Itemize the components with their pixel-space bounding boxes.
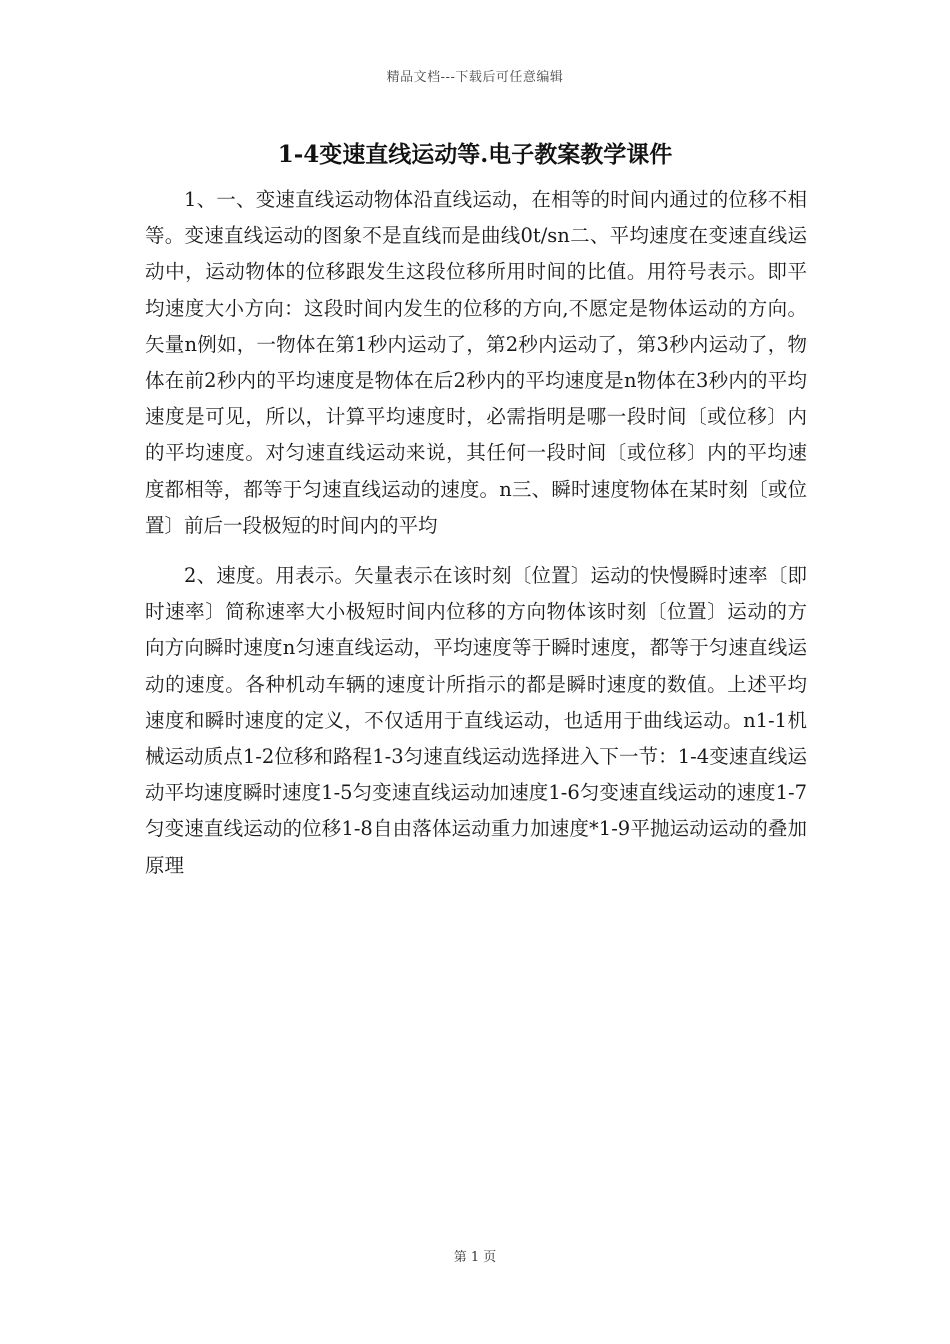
paragraph-1: 1、一、变速直线运动物体沿直线运动，在相等的时间内通过的位移不相等。变速直线运动的图象不是直线而是曲线0t/sn二、平均速度在变速直线运动中，运动物体的位移跟发生这段位移所用时间的比值。用符号表示。即平均速度大小方向：这段时间内发生的位移的方向,不愿定是物体运动的方向。矢量n例如，一物体在第1秒内运动了，第2秒内运动了，第3秒内运动了，物体在前2秒内的平均速度是物体在后2秒内的平均速度是n物体在3秒内的平均速度是可见，所以，计算平均速度时，必需指明是哪一段时间〔或位移〕内的平均速度。对匀速直线运动来说，其任何一段时间〔或位移〕内的平均速度都相等，都等于匀速直线运动的速度。n三、瞬时速度物体在某时刻〔或位置〕前后一段极短的时间内的平均 (145, 188, 807, 537)
document-body (145, 182, 807, 898)
page-number: 第 1 页 (453, 1250, 497, 1265)
header-note: 精品文档---下载后可任意编辑 (386, 70, 564, 85)
document-title: 1-4变速直线运动等.电子教案教学课件 (277, 141, 673, 168)
paragraph-2: 2、速度。用表示。矢量表示在该时刻〔位置〕运动的快慢瞬时速率〔即时速率〕简称速率大小极短时间内位移的方向物体该时刻〔位置〕运动的方向方向瞬时速度n匀速直线运动，平均速度等于瞬时速度，都等于匀速直线运动的速度。各种机动车辆的速度计所指示的都是瞬时速度的数值。上述平均速度和瞬时速度的定义，不仅适用于直线运动，也适用于曲线运动。n1-1机械运动质点1-2位移和路程1-3匀速直线运动选择进入下一节：1-4变速直线运动平均速度瞬时速度1-5匀变速直线运动加速度1-6匀变速直线运动的速度1-7匀变速直线运动的位移1-8自由落体运动重力加速度*1-9平抛运动运动的叠加原理 (145, 564, 807, 877)
